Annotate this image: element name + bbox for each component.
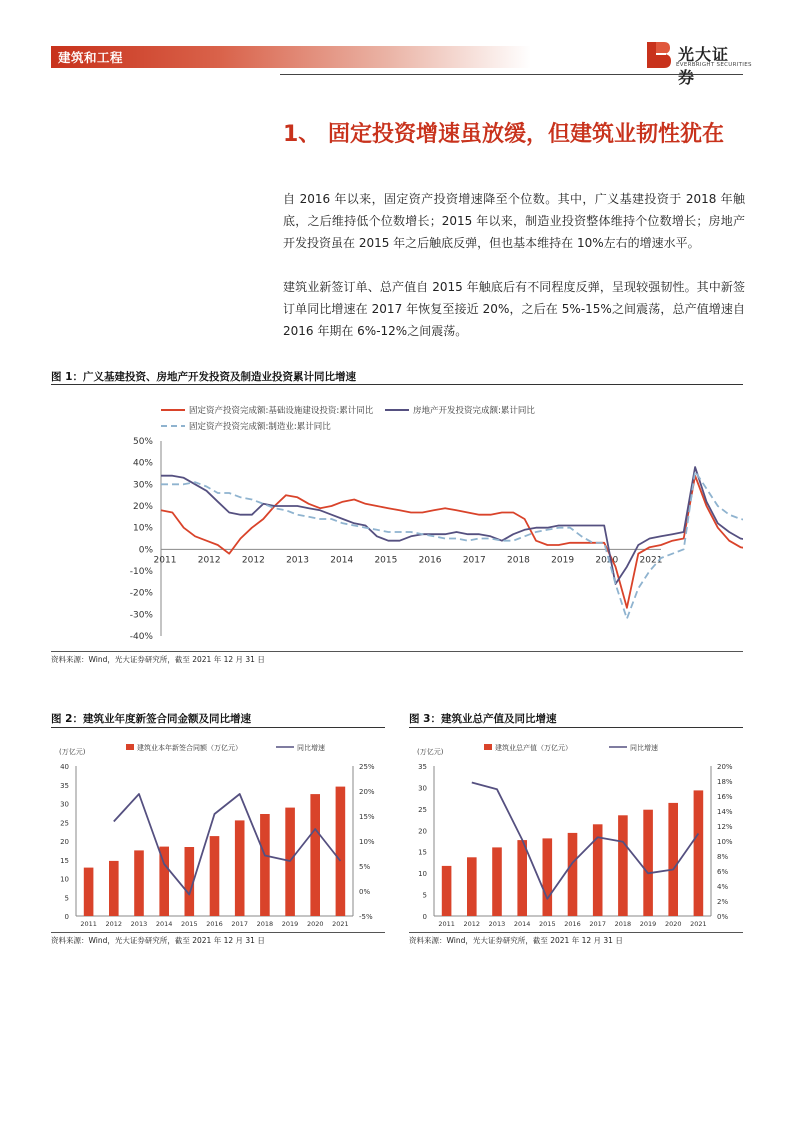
y-tick-label: 35 [418, 763, 427, 771]
y-tick-label: 20 [60, 838, 69, 846]
x-tick-label: 2011 [80, 920, 97, 928]
growth-line [472, 783, 699, 899]
x-tick-label: 2012 [463, 920, 481, 928]
legend-label-1: 固定资产投资完成额:基础设施建设投资:累计同比 [189, 406, 374, 416]
series-line-2 [161, 467, 743, 584]
series-line-1 [161, 476, 743, 608]
bar [668, 803, 678, 916]
legend-label-line: 同比增速 [297, 744, 325, 752]
x-tick-label: 2015 [181, 920, 198, 928]
y2-tick-label: 0% [359, 888, 371, 896]
y2-tick-label: -5% [359, 913, 373, 921]
legend-swatch-bar [126, 744, 134, 750]
figure-1-bottom-rule [51, 651, 743, 652]
x-tick-label: 2017 [231, 920, 248, 928]
bar [643, 810, 653, 916]
legend-label-3: 固定资产投资完成额:制造业:累计同比 [189, 422, 331, 432]
figure-1-top-rule [51, 384, 743, 385]
x-tick-label: 2017 [462, 555, 486, 566]
figure-2-top-rule [51, 727, 385, 728]
y2-tick-label: 12% [717, 823, 733, 831]
x-tick-label: 2018 [614, 920, 632, 928]
bar [336, 787, 346, 916]
figure-3-title: 图 3：建筑业总产值及同比增速 [409, 713, 557, 725]
x-tick-label: 2014 [155, 920, 173, 928]
bar [517, 840, 527, 916]
x-tick-label: 2015 [539, 920, 556, 928]
y-tick-label: 15 [60, 856, 69, 865]
figure-3-chart [409, 733, 743, 933]
y-tick-label: 40 [60, 763, 69, 771]
y2-tick-label: 5% [359, 863, 371, 871]
y2-tick-label: 16% [717, 793, 733, 801]
x-tick-label: 2016 [418, 555, 442, 566]
x-tick-label: 2013 [130, 920, 148, 928]
bar [235, 820, 245, 916]
growth-line [114, 794, 341, 895]
y2-tick-label: 18% [717, 778, 733, 786]
y-tick-label: 40% [132, 458, 153, 469]
bar [568, 833, 578, 916]
x-tick-label: 2016 [206, 920, 223, 928]
bar [84, 868, 94, 916]
figure-1-chart [51, 390, 743, 652]
x-tick-label: 2020 [595, 555, 619, 566]
paragraph-1: 自 2016 年以来，固定资产投资增速降至个位数。其中，广义基建投资于 2018 年触底，之后维持低个位数增长；2015 年以来，制造业投资整体维持个位数增长；房地产开发投资虽在 2015 年之后触底反弹，但也基本维持在 10%左右的增速水平。 [283, 192, 745, 250]
y2-tick-label: 14% [717, 808, 733, 816]
x-tick-label: 2018 [256, 920, 274, 928]
everbright-logo-icon [644, 40, 674, 70]
y2-tick-label: 8% [717, 853, 729, 861]
y-tick-label: 5 [64, 894, 69, 903]
y-tick-label: 10 [60, 875, 69, 884]
y-tick-label: 35 [60, 781, 69, 790]
y-tick-label: 30 [60, 800, 69, 809]
bar [492, 847, 502, 916]
y2-tick-label: 15% [359, 813, 375, 821]
figure-2-bottom-rule [51, 932, 385, 933]
figure-1-source: 资料来源：Wind，光大证券研究所，截至 2021 年 12 月 31 日 [51, 655, 265, 664]
figure-3-bottom-rule [409, 932, 743, 933]
x-tick-label: 2018 [507, 555, 530, 566]
bar [442, 866, 452, 916]
figure-2-title: 图 2：建筑业年度新签合同金额及同比增速 [51, 713, 251, 725]
y-tick-label: 50% [132, 437, 153, 447]
figure-2-source: 资料来源：Wind，光大证券研究所，截至 2021 年 12 月 31 日 [51, 936, 265, 945]
x-tick-label: 2021 [332, 920, 349, 928]
y2-tick-label: 0% [717, 913, 729, 921]
x-tick-label: 2016 [564, 920, 581, 928]
y2-tick-label: 20% [359, 788, 375, 796]
logo-english: EVERBRIGHT SECURITIES [676, 62, 752, 68]
legend-label-bar: 建筑业本年新签合同额（万亿元） [137, 744, 242, 752]
series-line-3 [161, 471, 743, 618]
y-tick-label: -40% [129, 632, 153, 642]
bar [694, 790, 704, 916]
y-tick-label: 0 [64, 913, 69, 921]
x-tick-label: 2017 [589, 920, 606, 928]
y2-tick-label: 6% [717, 868, 729, 876]
x-tick-label: 2013 [286, 555, 309, 566]
x-tick-label: 2021 [690, 920, 707, 928]
y-tick-label: -10% [129, 567, 153, 577]
x-tick-label: 2013 [488, 920, 506, 928]
y2-tick-label: 20% [717, 763, 733, 771]
x-tick-label: 2014 [330, 555, 354, 566]
figure-3-source: 资料来源：Wind，光大证券研究所，截至 2021 年 12 月 31 日 [409, 936, 623, 945]
y2-tick-label: 25% [359, 763, 375, 771]
brand-logo [644, 40, 752, 87]
figure-2-chart [51, 733, 385, 933]
y-tick-label: 10% [132, 523, 153, 534]
bar [134, 850, 144, 916]
x-tick-label: 2011 [438, 920, 455, 928]
figure-1-title: 图 1：广义基建投资、房地产开发投资及制造业投资累计同比增速 [51, 371, 356, 383]
y2-tick-label: 10% [359, 838, 375, 846]
legend-label-line: 同比增速 [630, 744, 658, 752]
logo-name: 光大证券 [678, 45, 730, 87]
y-tick-label: 20% [132, 502, 153, 512]
x-tick-label: 2015 [374, 555, 398, 566]
x-tick-label: 2011 [153, 555, 177, 566]
y-tick-label: 30% [132, 480, 153, 491]
header-divider [280, 74, 743, 75]
x-tick-label: 2019 [639, 920, 657, 928]
legend-label-2: 房地产开发投资完成额:累计同比 [413, 406, 535, 416]
x-tick-label: 2021 [639, 555, 663, 566]
section-label: 建筑和工程 [58, 50, 124, 65]
y2-tick-label: 4% [717, 883, 729, 891]
bar [109, 861, 119, 916]
y-tick-label: 0 [422, 913, 427, 921]
y-tick-label: -30% [129, 610, 153, 621]
y-tick-label: 20 [418, 827, 427, 836]
bar [310, 794, 320, 916]
legend-swatch-bar [484, 744, 492, 750]
x-tick-label: 2020 [306, 920, 324, 928]
bar [260, 814, 270, 916]
y-tick-label: 10 [418, 870, 427, 879]
x-tick-label: 2012 [197, 555, 221, 566]
bar [467, 857, 477, 916]
x-tick-label: 2020 [664, 920, 682, 928]
bar [210, 836, 220, 916]
x-tick-label: 2019 [551, 555, 575, 566]
y2-tick-label: 10% [717, 838, 733, 846]
bar [618, 815, 628, 916]
y-tick-label: 25 [418, 805, 427, 814]
bar [543, 838, 553, 916]
x-tick-label: 2019 [281, 920, 299, 928]
x-tick-label: 2012 [105, 920, 123, 928]
figure-3-top-rule [409, 727, 743, 728]
section-title: 1、 固定投资增速虽放缓，但建筑业韧性犹在 [283, 122, 724, 147]
x-tick-label: 2014 [513, 920, 531, 928]
y-axis-unit: (万亿元) [417, 748, 444, 756]
y-tick-label: 5 [422, 891, 427, 900]
y-axis-unit: (万亿元) [59, 748, 86, 756]
y-tick-label: 30 [418, 784, 427, 793]
paragraph-2: 建筑业新签订单、总产值自 2015 年触底后有不同程度反弹，呈现较强韧性。其中新签订单同比增速在 2017 年恢复至接近 20%，之后在 5%-15%之间震荡，总产值增速自 2016 年期在 6%-12%之间震荡。 [283, 280, 745, 338]
y-tick-label: 25 [60, 819, 69, 828]
y2-tick-label: 2% [717, 898, 729, 906]
y-tick-label: -20% [129, 588, 153, 599]
x-tick-label: 2012 [241, 555, 265, 566]
y-tick-label: 15 [418, 848, 427, 857]
y-tick-label: 0% [138, 545, 153, 556]
legend-label-bar: 建筑业总产值（万亿元） [495, 744, 572, 752]
